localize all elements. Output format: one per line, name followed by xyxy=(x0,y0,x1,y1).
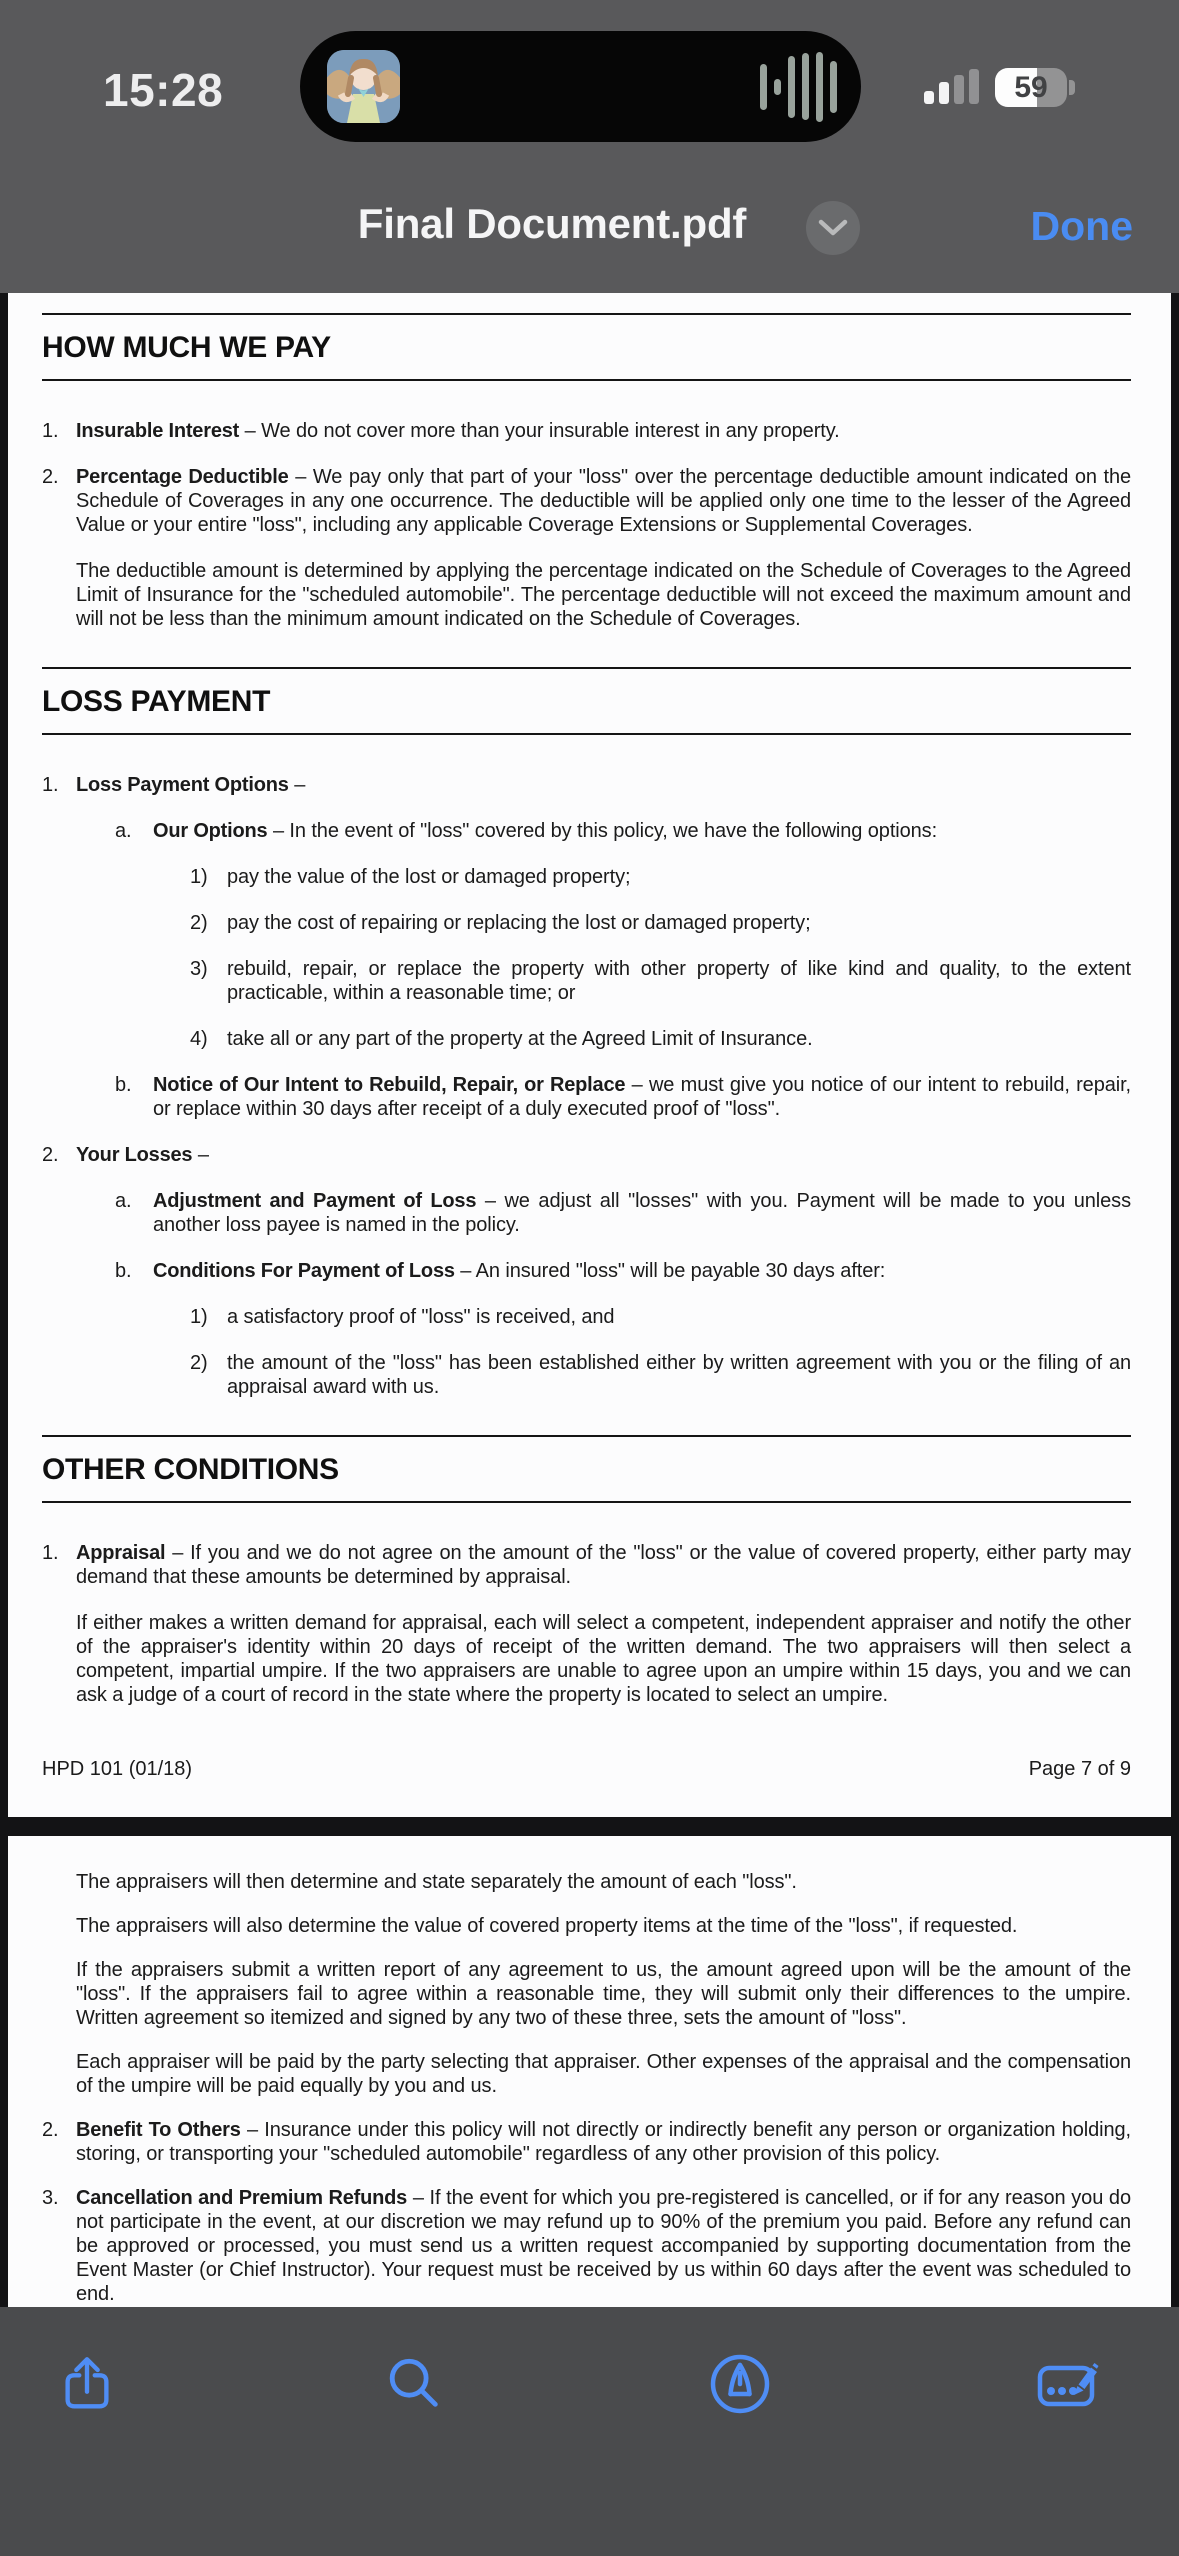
heading-rule xyxy=(42,379,1131,381)
list-item: 3. Cancellation and Premium Refunds – If the event for which you pre-registered is cancelled, or if for any reason you do not participate in the event, at our discretion we may refund up to 90% of the premium you paid. Before any refund can be approved or processed, you must send us a written request accompanied by supporting documentation from the Event Master (or Chief Instructor). Your request must be received by us within 60 days after the event was scheduled to end. xyxy=(42,2187,1131,2305)
section-title: OTHER CONDITIONS xyxy=(42,1453,339,1486)
list-item: b. Notice of Our Intent to Rebuild, Repair, or Replace – we must give you notice of our intent to rebuild, repair, or replace within 30 days after receipt of a duly executed proof of "loss". xyxy=(115,1074,1132,1120)
cellular-signal-icon xyxy=(924,69,980,104)
heading-rule xyxy=(42,733,1131,735)
page-footer xyxy=(42,1758,1131,1781)
list-item: a. Our Options – In the event of "loss" covered by this policy, we have the following options: xyxy=(115,820,938,842)
paragraph: Each appraiser will be paid by the party selecting that appraiser. Other expenses of the appraisal and the compensation of the umpire will be paid equally by you and us. xyxy=(76,2051,1131,2097)
battery-indicator xyxy=(995,68,1075,107)
list-item: 1. Insurable Interest – We do not cover more than your insurable interest in any property. xyxy=(42,420,840,442)
pdf-page-7[interactable] xyxy=(8,293,1171,1817)
list-item: 1. Loss Payment Options – xyxy=(42,774,306,796)
share-icon xyxy=(56,2352,118,2416)
paragraph: If either makes a written demand for appraisal, each will select a competent, independent appraiser and notify the other of the appraiser's identity within 20 days of receipt of the written demand. The two appraisers will then select a competent, impartial umpire. If the two appraisers are unable to agree upon an umpire within 15 days, you and we can ask a judge of a court of record in the state where the property is located to select an umpire. xyxy=(76,1612,1131,1706)
status-time: 15:28 xyxy=(103,64,224,116)
section-heading xyxy=(42,667,1131,735)
paragraph: The appraisers will also determine the value of covered property items at the time of the "loss", if requested. xyxy=(76,1915,1018,1937)
navigation-bar xyxy=(0,0,1179,293)
footer-form-number: HPD 101 (01/18) xyxy=(42,1758,193,1780)
section-heading xyxy=(42,313,1131,381)
battery-percent: 59 xyxy=(1014,71,1048,104)
document-title: Final Document.pdf xyxy=(357,200,747,247)
form-fill-icon xyxy=(1034,2354,1100,2414)
list-item: 1) pay the value of the lost or damaged property; xyxy=(190,866,631,888)
markup-button[interactable] xyxy=(707,2351,773,2417)
list-item: 1) a satisfactory proof of "loss" is received, and xyxy=(190,1306,615,1328)
section-title: LOSS PAYMENT xyxy=(42,685,271,718)
list-item: 4) take all or any part of the property at the Agreed Limit of Insurance. xyxy=(190,1028,813,1050)
paragraph: If the appraisers submit a written report of any agreement to us, the amount agreed upon will be the amount of the "loss". If the appraisers fail to agree within a reasonable time, they will submit only their differences to the umpire. Written agreement so itemized and signed by any two of these three, sets the amount of "loss". xyxy=(76,1959,1131,2029)
dynamic-island[interactable] xyxy=(300,31,861,142)
list-item: 3) rebuild, repair, or replace the property with other property of like kind and quality, to the extent practicable, within a reasonable time; or xyxy=(190,958,1131,1004)
battery-cap xyxy=(1069,80,1075,95)
album-art-illustration xyxy=(327,50,400,123)
markup-icon xyxy=(707,2351,773,2417)
list-item: a. Adjustment and Payment of Loss – we adjust all "losses" with you. Payment will be made to you unless another loss payee is named in the policy. xyxy=(115,1190,1131,1236)
list-item: 2. Benefit To Others – Insurance under this policy will not directly or indirectly benefit any person or organization holding, storing, or transporting your "scheduled automobile" regardless of any other provision of this policy. xyxy=(42,2119,1131,2165)
list-item: b. Conditions For Payment of Loss – An insured "loss" will be payable 30 days after: xyxy=(115,1260,886,1282)
paragraph: The appraisers will then determine and state separately the amount of each "loss". xyxy=(76,1871,797,1893)
section-heading xyxy=(42,1435,1131,1503)
audio-waveform-icon xyxy=(760,31,837,142)
list-item: 2) the amount of the "loss" has been established either by written agreement with you or the filing of an appraisal award with us. xyxy=(190,1352,1131,1398)
list-item: 2. Percentage Deductible – We pay only that part of your "loss" over the percentage deductible amount indicated on the Schedule of Coverages in any one occurrence. The deductible will be applied only one time to the lesser of the Agreed Value or your entire "loss", including any applicable Coverage Extensions or Supplemental Coverages. xyxy=(42,466,1131,536)
list-item: 1. Appraisal – If you and we do not agree on the amount of the "loss" or the value of covered property, either party may demand that these amounts be determined by appraisal. xyxy=(42,1542,1131,1588)
album-art xyxy=(327,50,400,123)
heading-rule xyxy=(42,1501,1131,1503)
title-dropdown-button[interactable] xyxy=(806,201,860,255)
share-button[interactable] xyxy=(54,2351,120,2417)
done-button[interactable]: Done xyxy=(1030,203,1133,249)
footer-page-number: Page 7 of 9 xyxy=(1028,1758,1131,1780)
quicklook-toolbar xyxy=(0,2307,1179,2556)
list-item: 2. Your Losses – xyxy=(42,1144,209,1166)
chevron-down-icon xyxy=(818,219,848,237)
form-fill-button[interactable] xyxy=(1034,2351,1100,2417)
search-icon xyxy=(383,2352,445,2416)
search-button[interactable] xyxy=(381,2351,447,2417)
list-item: 2) pay the cost of repairing or replacing the lost or damaged property; xyxy=(190,912,811,934)
paragraph: The deductible amount is determined by applying the percentage indicated on the Schedule of Coverages to the Agreed Limit of Insurance for the "scheduled automobile". The percentage deductible will not exceed the maximum amount and will not be less than the minimum amount indicated on the Schedule of Coverages. xyxy=(76,560,1131,630)
section-title: HOW MUCH WE PAY xyxy=(42,331,331,364)
